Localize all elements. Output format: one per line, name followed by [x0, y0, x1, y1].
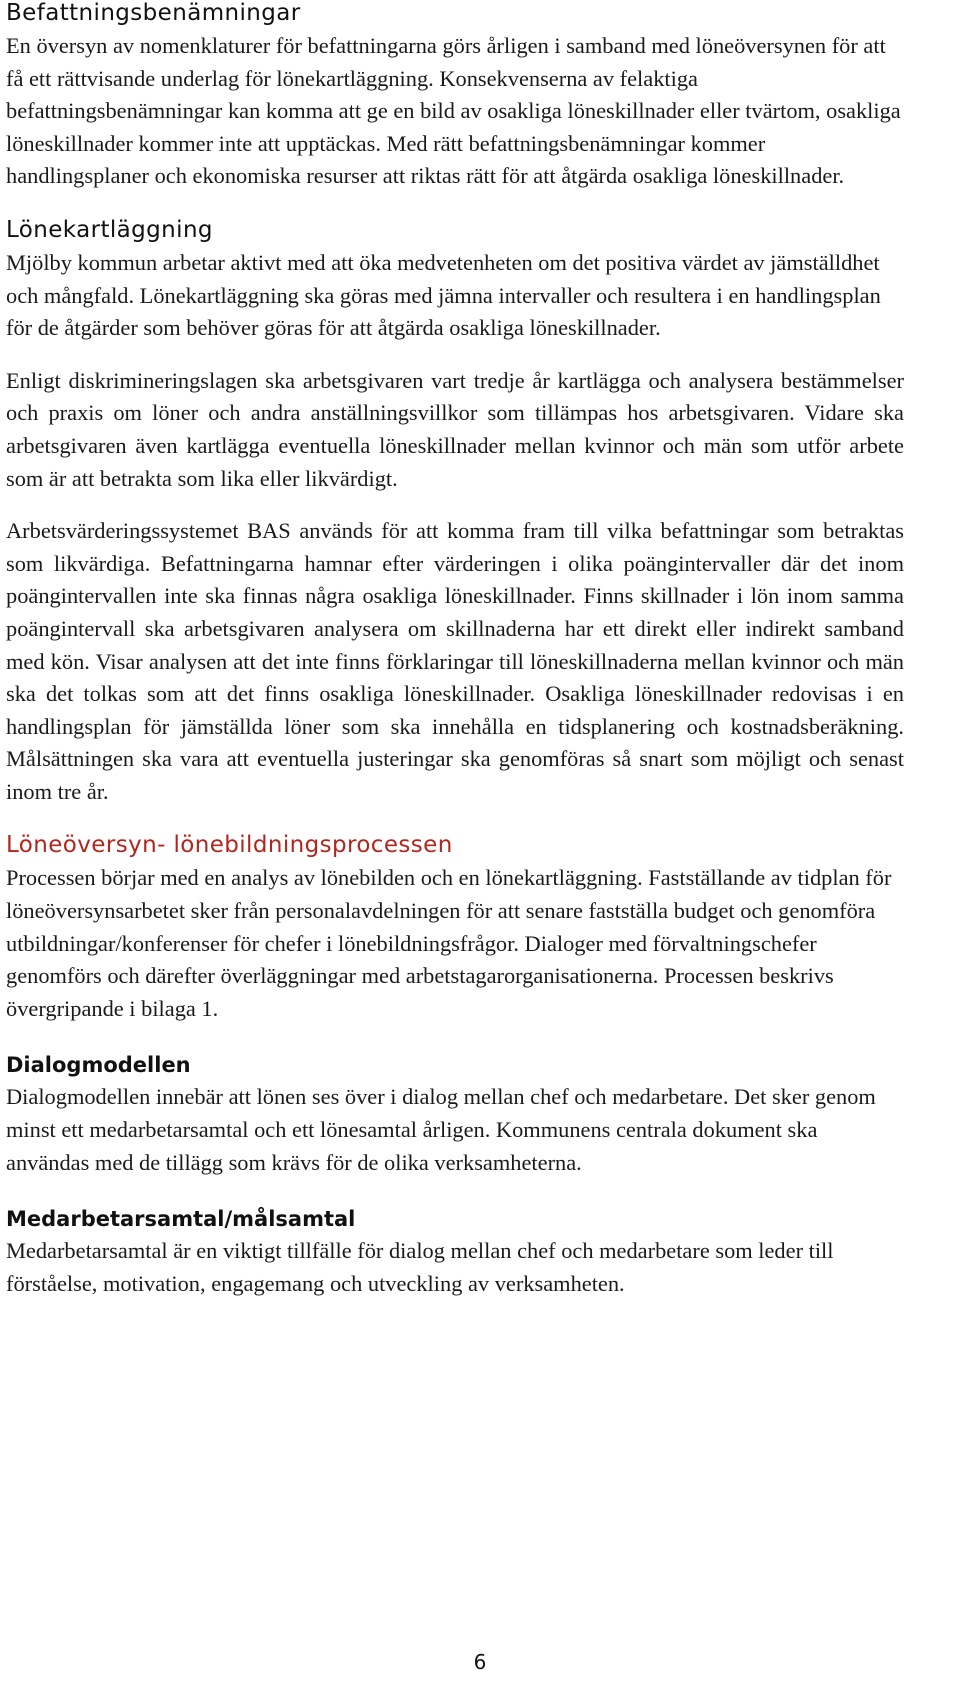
- heading-lonekartlaggning: Lönekartläggning: [6, 216, 213, 243]
- paragraph-lonekartlaggning-2: Enligt diskrimineringslagen ska arbetsgivaren vart tredje år kartlägga och analysera bestämmelser och praxis om löner och andra anställningsvillkor som tillämpas hos arbetsgivaren. Vidare ska arbetsgivaren även kartlägga eventuella löneskillnader mellan kvinnor och män som utför arbete som är att betrakta som lika eller likvärdigt.: [6, 367, 904, 491]
- heading-dialogmodellen: Dialogmodellen: [6, 1053, 191, 1078]
- document-page: [6, 0, 954, 1300]
- heading-befattningsbenamningar: Befattningsbenämningar: [6, 0, 301, 26]
- paragraph-lonekartlaggning-1: Mjölby kommun arbetar aktivt med att öka medvetenheten om det positiva värdet av jämställdhet och mångfald. Lönekartläggning ska göras med jämna intervaller och resultera i en handlingsplan för de åtgärder som behöver göras för att åtgärda osakliga löneskillnader.: [6, 249, 881, 341]
- heading-medarbetarsamtal: Medarbetarsamtal/målsamtal: [6, 1207, 356, 1232]
- paragraph-loneoversyn: Processen börjar med en analys av lönebilden och en lönekartläggning. Fastställande av tidplan för löneöversynsarbetet sker från personalavdelningen för att senare fastställa budget och genomföra utbildningar/konferenser för chefer i lönebildningsfrågor. Dialoger med förvaltningschefer genomförs och därefter överläggningar med arbetstagarorganisationerna. Processen beskrivs övergripande i bilaga 1.: [6, 865, 892, 1021]
- paragraph-medarbetarsamtal: Medarbetarsamtal är en viktigt tillfälle för dialog mellan chef och medarbetare som leder till förståelse, motivation, engagemang och utveckling av verksamheten.: [6, 1238, 834, 1296]
- page-number: 6: [473, 1650, 487, 1674]
- paragraph-befattning: En översyn av nomenklaturer för befattningarna görs årligen i samband med löneöversynen för att få ett rättvisande underlag för lönekartläggning. Konsekvenserna av felaktiga befattningsbenämningar kan komma att ge en bild av osakliga löneskillnader eller tvärtom, osakliga löneskillnader kommer inte att upptäckas. Med rätt befattningsbenämningar kommer handlingsplaner och ekonomiska resurser att riktas rätt för att åtgärda osakliga löneskillnader.: [6, 33, 901, 189]
- paragraph-dialogmodellen: Dialogmodellen innebär att lönen ses över i dialog mellan chef och medarbetare. Det sker genom minst ett medarbetarsamtal och ett lönesamtal årligen. Kommunens centrala dokument ska användas med de tillägg som krävs för de olika verksamheterna.: [6, 1084, 876, 1175]
- heading-loneoversyn: Löneöversyn- lönebildningsprocessen: [6, 832, 453, 859]
- paragraph-lonekartlaggning-3: Arbetsvärderingssystemet BAS används för att komma fram till vilka befattningar som betraktas som likvärdiga. Befattningarna hamnar efter värderingen i olika poängintervaller där det inom poängintervallen inte ska finnas några osakliga löneskillnader. Finns skillnader i lön inom samma poängintervall ska arbetsgivaren analysera om skillnaderna har ett direkt eller indirekt samband med kön. Visar analysen att det inte finns förklaringar till löneskillnaderna mellan kvinnor och män ska det tolkas som att det finns osakliga löneskillnader. Osakliga löneskillnader redovisas i en handlingsplan för jämställda löner som ska innehålla en tidsplanering och kostnadsberäkning. Målsättningen ska vara att eventuella justeringar ska genomföras så snart som möjligt och senast inom tre år.: [6, 518, 904, 804]
